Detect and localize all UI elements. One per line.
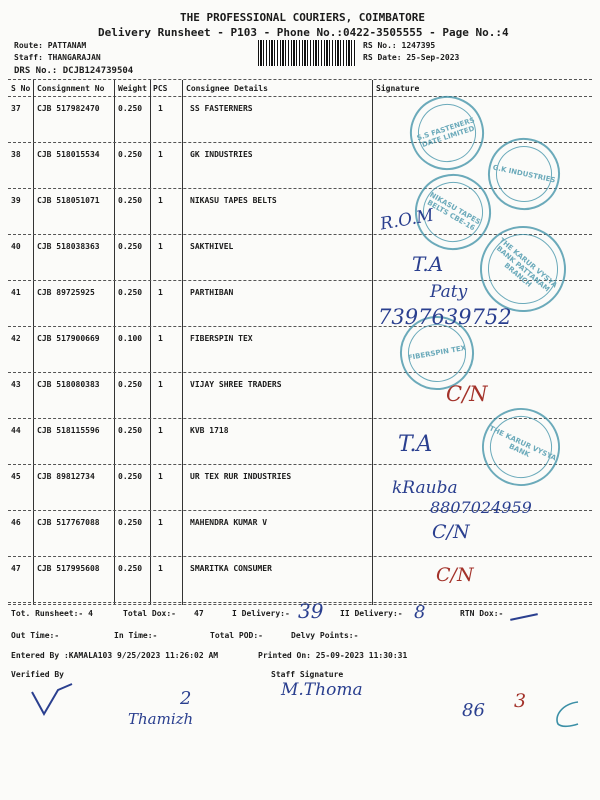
handwritten-phone: 7397639752 — [378, 305, 512, 329]
row-sno: 43 — [11, 380, 21, 389]
row-consignee: VIJAY SHREE TRADERS — [190, 380, 282, 389]
row-pcs: 1 — [158, 242, 163, 251]
runsheet-subtitle: Delivery Runsheet - P103 - Phone No.:0422-3505555 - Page No.:4 — [98, 26, 509, 39]
row-sno: 38 — [11, 150, 21, 159]
table-row — [0, 334, 600, 346]
table-row — [0, 380, 600, 392]
row-consignment-no: CJB 517982470 — [37, 104, 100, 113]
ii-delivery-label: II Delivery:- — [340, 609, 403, 618]
row-sno: 40 — [11, 242, 21, 251]
row-consignee: UR TEX RUR INDUSTRIES — [190, 472, 292, 481]
row-weight: 0.250 — [118, 472, 143, 481]
row-weight: 0.250 — [118, 288, 143, 297]
total-dox-value: 47 — [194, 609, 204, 618]
row-consignee: SS FASTERNERS — [190, 104, 253, 113]
row-divider — [8, 372, 592, 373]
printed-on: Printed On: 25-09-2023 11:30:31 — [258, 651, 408, 660]
row-weight: 0.250 — [118, 196, 143, 205]
handwritten-cn-mark: C/N — [432, 521, 470, 543]
verified-by-signature — [28, 680, 88, 720]
delvy-points: Delvy Points:- — [291, 631, 359, 640]
verifier-signature: Thamizh — [128, 710, 194, 728]
company-stamp: FIBERSPIN TEX — [394, 310, 480, 396]
row-sno: 39 — [11, 196, 21, 205]
total-dox-label: Total Dox:- — [123, 609, 176, 618]
rs-number: RS No.: 1247395 — [363, 41, 436, 50]
header-rule-top — [8, 79, 592, 80]
barcode — [258, 40, 356, 66]
row-pcs: 1 — [158, 472, 163, 481]
company-stamp: G.K INDUSTRIES — [481, 131, 566, 216]
table-row — [0, 518, 600, 530]
entered-by: Entered By :KAMALA103 9/25/2023 11:26:02 AM — [11, 651, 219, 660]
handwritten-signature: R.O.M — [378, 205, 436, 235]
row-sno: 42 — [11, 334, 21, 343]
company-stamp: NIKASU TAPES BELTS CBE-16 — [401, 160, 505, 264]
row-consignee: MAHENDRA KUMAR V — [190, 518, 268, 527]
col-pcs: PCS — [153, 84, 168, 93]
company-title: THE PROFESSIONAL COURIERS, COIMBATORE — [180, 11, 426, 24]
row-consignment-no: CJB 518038363 — [37, 242, 100, 251]
row-sno: 44 — [11, 426, 21, 435]
scribble-mark — [548, 698, 588, 730]
row-weight: 0.250 — [118, 150, 143, 159]
bank-stamp: THE KARUR VYSYA BANK PATTANAM BRANCH — [462, 208, 583, 329]
verifier-mark: 2 — [180, 688, 192, 709]
ii-delivery-value: 8 — [414, 602, 426, 623]
row-consignee: NIKASU TAPES BELTS — [190, 196, 277, 205]
in-time: In Time:- — [114, 631, 158, 640]
verified-by-label: Verified By — [11, 670, 64, 679]
handwritten-phone: 8807024959 — [430, 498, 532, 517]
row-pcs: 1 — [158, 150, 163, 159]
row-weight: 0.250 — [118, 380, 143, 389]
bank-stamp: THE KARUR VYSYA BANK — [469, 395, 573, 499]
col-consignment: Consignment No — [37, 84, 105, 93]
drs-number: DRS No.: DCJB124739504 — [14, 66, 134, 76]
row-weight: 0.250 — [118, 104, 143, 113]
row-pcs: 1 — [158, 380, 163, 389]
company-stamp: S.S FASTENERS DATE LIMITED — [400, 86, 493, 179]
row-consignment-no: CJB 518051071 — [37, 196, 100, 205]
row-pcs: 1 — [158, 104, 163, 113]
staff-signature: M.Thoma — [281, 680, 363, 700]
row-consignee: SAKTHIVEL — [190, 242, 234, 251]
row-pcs: 1 — [158, 564, 163, 573]
row-sno: 45 — [11, 472, 21, 481]
rtn-dox-label: RTN Dox:- — [460, 609, 504, 618]
row-divider — [8, 556, 592, 557]
row-sno: 41 — [11, 288, 21, 297]
handwritten-signature: kRauba — [392, 478, 458, 498]
col-consignee: Consignee Details — [186, 84, 268, 93]
rtn-dox-dash — [510, 613, 538, 621]
row-consignment-no: CJB 89725925 — [37, 288, 95, 297]
row-sno: 46 — [11, 518, 21, 527]
tot-runsheet: Tot. Runsheet:- 4 — [11, 609, 93, 618]
row-consignment-no: CJB 517900669 — [37, 334, 100, 343]
row-consignment-no: CJB 517995608 — [37, 564, 100, 573]
col-sno: S No — [11, 84, 31, 93]
row-consignee: SMARITKA CONSUMER — [190, 564, 272, 573]
handwritten-number: 3 — [514, 690, 527, 712]
col-signature: Signature — [376, 84, 420, 93]
table-row — [0, 104, 600, 116]
i-delivery-value: 39 — [298, 599, 324, 623]
row-consignment-no: CJB 518115596 — [37, 426, 100, 435]
row-weight: 0.250 — [118, 564, 143, 573]
row-weight: 0.100 — [118, 334, 143, 343]
handwritten-cn-mark: C/N — [436, 564, 474, 586]
header-rule-bottom — [8, 96, 592, 97]
row-consignee: KVB 1718 — [190, 426, 229, 435]
staff: Staff: THANGARAJAN — [14, 53, 101, 62]
col-weight: Weight — [118, 84, 147, 93]
row-consignment-no: CJB 518015534 — [37, 150, 100, 159]
route: Route: PATTANAM — [14, 41, 87, 50]
table-row — [0, 564, 600, 576]
handwritten-signature: Paty — [430, 282, 468, 302]
row-consignee: FIBERSPIN TEX — [190, 334, 253, 343]
row-pcs: 1 — [158, 196, 163, 205]
row-consignment-no: CJB 518080383 — [37, 380, 100, 389]
i-delivery-label: I Delivery:- — [232, 609, 290, 618]
column-headers — [0, 84, 600, 96]
out-time: Out Time:- — [11, 631, 60, 640]
total-pod: Total POD:- — [210, 631, 263, 640]
row-weight: 0.250 — [118, 242, 143, 251]
row-sno: 47 — [11, 564, 21, 573]
row-pcs: 1 — [158, 518, 163, 527]
row-consignee: GK INDUSTRIES — [190, 150, 253, 159]
handwritten-signature: T.A — [412, 252, 444, 276]
row-consignee: PARTHIBAN — [190, 288, 234, 297]
handwritten-cn-mark: C/N — [446, 382, 488, 406]
handwritten-signature: T.A — [398, 432, 433, 457]
row-sno: 37 — [11, 104, 21, 113]
row-pcs: 1 — [158, 288, 163, 297]
handwritten-number: 86 — [462, 700, 485, 721]
row-weight: 0.250 — [118, 518, 143, 527]
row-consignment-no: CJB 517767088 — [37, 518, 100, 527]
rs-date: RS Date: 25-Sep-2023 — [363, 53, 460, 62]
row-weight: 0.250 — [118, 426, 143, 435]
staff-signature-label: Staff Signature — [271, 670, 344, 679]
row-pcs: 1 — [158, 334, 163, 343]
row-consignment-no: CJB 89812734 — [37, 472, 95, 481]
row-pcs: 1 — [158, 426, 163, 435]
